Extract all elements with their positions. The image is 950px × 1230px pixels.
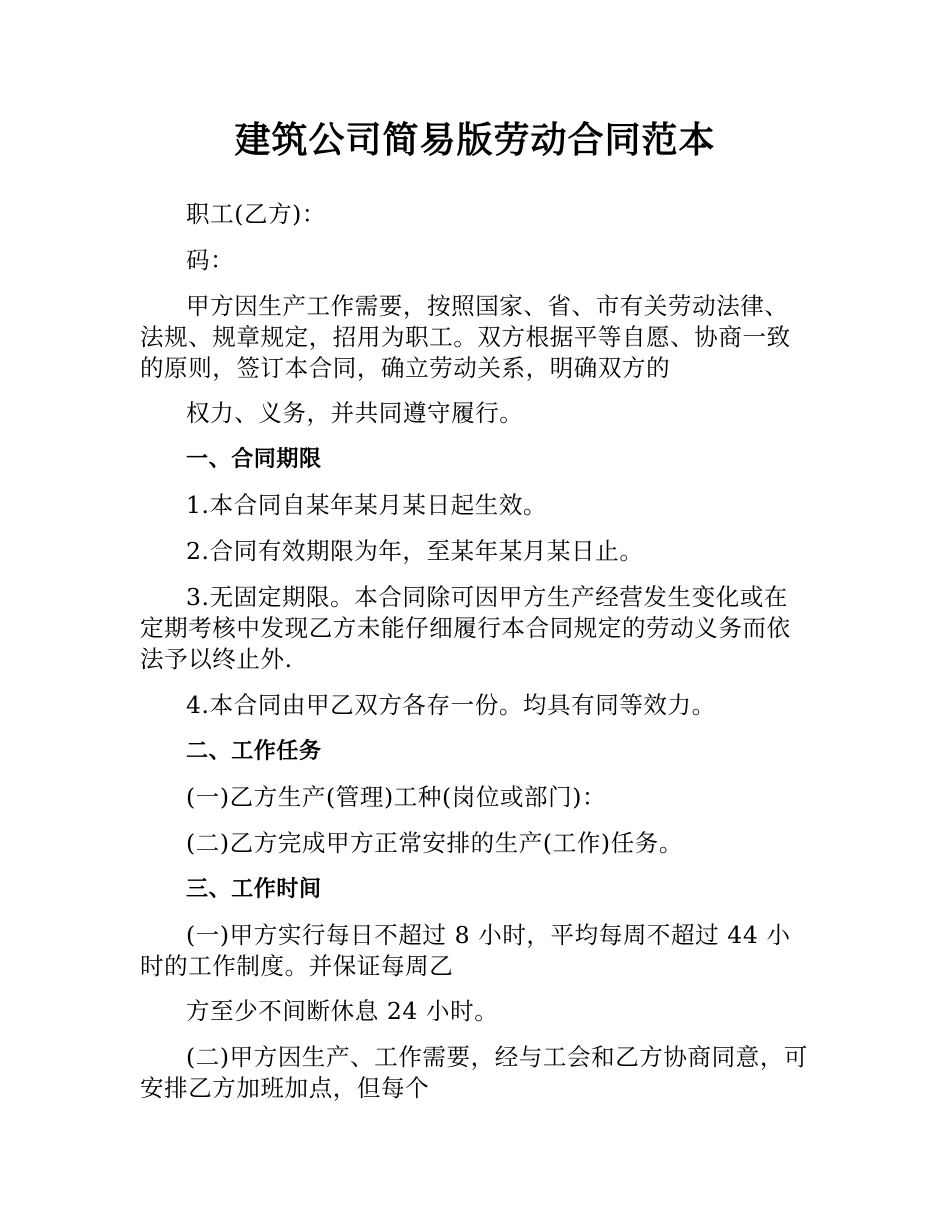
term-clause-4: 4.本合同由甲乙双方各存一份。均具有同等效力。 <box>186 691 716 719</box>
document-body <box>140 199 812 1119</box>
task-clause-1: (一)乙方生产(管理)工种(岗位或部门)： <box>186 783 607 811</box>
hours-clause-1-continuation: 方至少不间断休息 24 小时。 <box>186 997 499 1025</box>
hours-clause-2: (二)甲方因生产、工作需要，经与工会和乙方协商同意，可安排乙方加班加点，但每个 <box>140 1043 809 1102</box>
term-clause-3: 3.无固定期限。本合同除可因甲方生产经营发生变化或在定期考核中发现乙方未能仔细履行本合同规定的劳动义务而依法予以终止外. <box>140 583 791 673</box>
code-label: 码： <box>186 246 235 274</box>
term-clause-1: 1.本合同自某年某月某日起生效。 <box>186 491 548 519</box>
hours-clause-1: (一)甲方实行每日不超过 8 小时，平均每周不超过 44 小时的工作制度。并保证每周乙 <box>140 921 791 980</box>
preamble-continuation: 权力、义务，并共同遵守履行。 <box>186 399 524 427</box>
section-heading-hours: 三、工作时间 <box>186 877 322 902</box>
section-heading-term: 一、合同期限 <box>186 447 322 472</box>
document-title: 建筑公司简易版劳动合同范本 <box>234 120 716 161</box>
preamble-paragraph: 甲方因生产工作需要，按照国家、省、市有关劳动法律、法规、规章规定，招用为职工。双方根据平等自愿、协商一致的原则，签订本合同，确立劳动关系，明确双方的 <box>140 292 791 382</box>
task-clause-2: (二)乙方完成甲方正常安排的生产(工作)任务。 <box>186 829 683 857</box>
term-clause-2: 2.合同有效期限为年，至某年某月某日止。 <box>186 537 644 565</box>
section-heading-tasks: 二、工作任务 <box>186 739 322 764</box>
party-b-label: 职工(乙方)： <box>186 200 327 228</box>
